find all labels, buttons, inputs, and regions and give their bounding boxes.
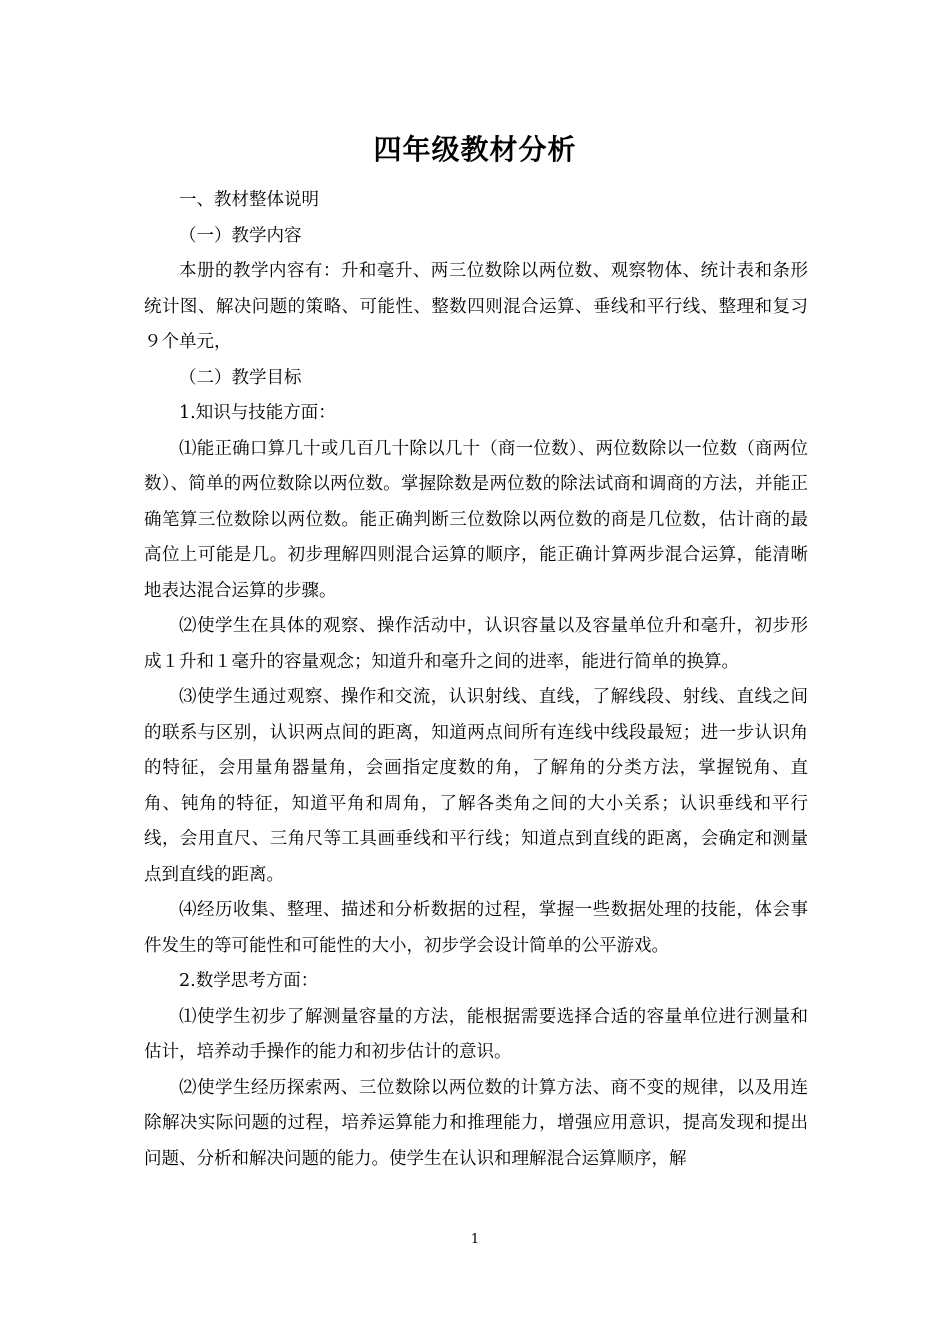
list-item: ⑵使学生经历探索两、三位数除以两位数的计算方法、商不变的规律，以及用连除解决实际问题的过程，培养运算能力和推理能力，增强应用意识，提高发现和提出问题、分析和解决问题的能力。使学生在认识和理解混合运算顺序，解 [144, 1077, 808, 1169]
document-body [144, 183, 808, 1177]
list-item: ⑷经历收集、整理、描述和分析数据的过程，掌握一些数据处理的技能，体会事件发生的等可能性和可能性的大小，初步学会设计简单的公平游戏。 [144, 900, 808, 956]
paragraph: 本册的教学内容有：升和毫升、两三位数除以两位数、观察物体、统计表和条形统计图、解决问题的策略、可能性、整数四则混合运算、垂线和平行线、整理和复习９个单元， [144, 261, 808, 352]
list-item: ⑶使学生通过观察、操作和交流，认识射线、直线，了解线段、射线、直线之间的联系与区别，认识两点间的距离，知道两点间所有连线中线段最短；进一步认识角的特征，会用量角器量角，会画指定度数的角，了解角的分类方法，掌握锐角、直角、钝角的特征，知道平角和周角，了解各类角之间的大小关系；认识垂线和平行线，会用直尺、三角尺等工具画垂线和平行线；知道点到直线的距离，会确定和测量点到直线的距离。 [144, 687, 808, 885]
subsection-heading: （二）教学目标 [179, 367, 302, 388]
section-heading: 一、教材整体说明 [179, 190, 319, 210]
subsection-heading: （一）教学内容 [179, 225, 302, 246]
list-heading: 1.知识与技能方面： [179, 403, 336, 423]
page-number: 1 [470, 1232, 480, 1247]
list-item: ⑴使学生初步了解测量容量的方法，能根据需要选择合适的容量单位进行测量和估计，培养动手操作的能力和初步估计的意识。 [144, 1006, 808, 1062]
document-title: 四年级教材分析 [373, 133, 577, 166]
list-heading: 2.数学思考方面： [179, 971, 319, 991]
list-item: ⑴能正确口算几十或几百几十除以几十（商一位数）、两位数除以一位数（商两位数）、简单的两位数除以两位数。掌握除数是两位数的除法试商和调商的方法，并能正确笔算三位数除以两位数。能正确判断三位数除以两位数的商是几位数，估计商的最高位上可能是几。初步理解四则混合运算的顺序，能正确计算两步混合运算，能清晰地表达混合运算的步骤。 [144, 438, 808, 601]
list-item: ⑵使学生在具体的观察、操作活动中，认识容量以及容量单位升和毫升，初步形成１升和１毫升的容量观念；知道升和毫升之间的进率，能进行简单的换算。 [144, 616, 808, 672]
